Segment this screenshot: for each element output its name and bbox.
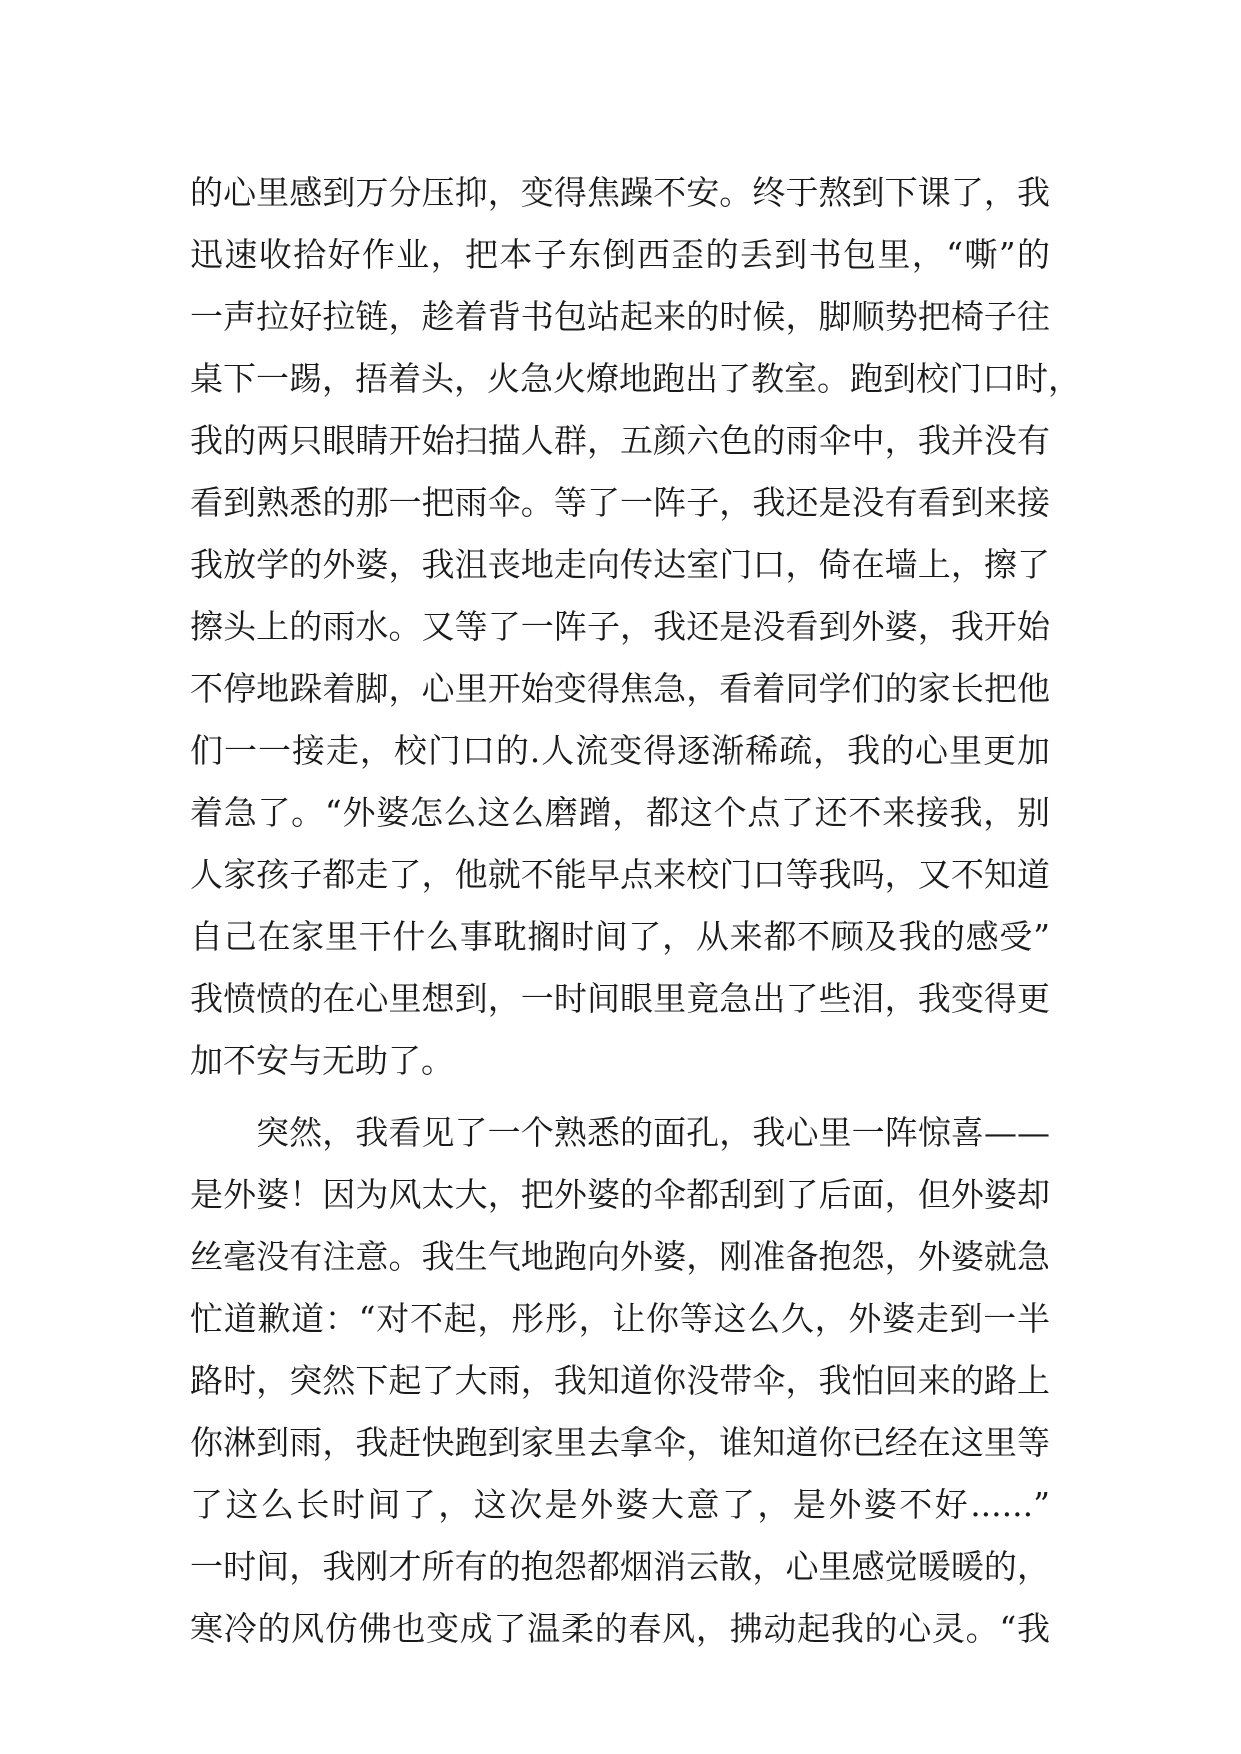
text-line: 自己在家里干什么事耽搁时间了，从来都不顾及我的感受” xyxy=(190,917,1050,956)
text-line: 突然，我看见了一个熟悉的面孔，我心里一阵惊喜—— xyxy=(256,1113,1050,1152)
text-line: 寒冷的风仿佛也变成了温柔的春风，拂动起我的心灵。“我 xyxy=(190,1609,1050,1648)
text-line: 们一一接走，校门口的.人流变得逐渐稀疏，我的心里更加 xyxy=(190,731,1050,770)
text-line: 不停地跺着脚，心里开始变得焦急，看着同学们的家长把他 xyxy=(190,669,1050,708)
text-line: 的心里感到万分压抑，变得焦躁不安。终于熬到下课了，我 xyxy=(190,173,1050,212)
text-line: 丝毫没有注意。我生气地跑向外婆，刚准备抱怨，外婆就急 xyxy=(190,1237,1050,1276)
text-line: 了这么长时间了，这次是外婆大意了，是外婆不好......” xyxy=(190,1485,1050,1524)
paragraph-1 xyxy=(190,162,1081,1092)
text-line: 擦头上的雨水。又等了一阵子，我还是没看到外婆，我开始 xyxy=(190,607,1050,646)
body-text xyxy=(190,162,1081,1660)
text-line: 我放学的外婆，我沮丧地走向传达室门口，倚在墙上，擦了 xyxy=(190,545,1050,584)
text-line: 忙道歉道：“对不起，彤彤，让你等这么久，外婆走到一半 xyxy=(190,1299,1050,1338)
text-line: 迅速收拾好作业，把本子东倒西歪的丢到书包里，“嘶”的 xyxy=(190,235,1050,274)
text-line: 着急了。“外婆怎么这么磨蹭，都这个点了还不来接我，别 xyxy=(190,793,1050,832)
text-line: 一声拉好拉链，趁着背书包站起来的时候，脚顺势把椅子往 xyxy=(190,297,1050,336)
text-line: 看到熟悉的那一把雨伞。等了一阵子，我还是没有看到来接 xyxy=(190,483,1050,522)
text-line: 你淋到雨，我赶快跑到家里去拿伞，谁知道你已经在这里等 xyxy=(190,1423,1050,1462)
paragraph-2 xyxy=(190,1102,1050,1660)
text-line: 桌下一踢，捂着头，火急火燎地跑出了教室。跑到校门口时， xyxy=(190,359,1081,398)
text-line: 人家孩子都走了，他就不能早点来校门口等我吗，又不知道 xyxy=(190,855,1050,894)
paragraph-gap xyxy=(190,1092,1050,1102)
text-line: 加不安与无助了。 xyxy=(190,1041,454,1080)
text-line: 路时，突然下起了大雨，我知道你没带伞，我怕回来的路上 xyxy=(190,1361,1050,1400)
text-line: 一时间，我刚才所有的抱怨都烟消云散，心里感觉暖暖的， xyxy=(190,1547,1050,1586)
text-line: 我愤愤的在心里想到，一时间眼里竟急出了些泪，我变得更 xyxy=(190,979,1050,1018)
text-line: 是外婆！因为风太大，把外婆的伞都刮到了后面，但外婆却 xyxy=(190,1175,1050,1214)
text-line: 我的两只眼睛开始扫描人群，五颜六色的雨伞中，我并没有 xyxy=(190,421,1050,460)
